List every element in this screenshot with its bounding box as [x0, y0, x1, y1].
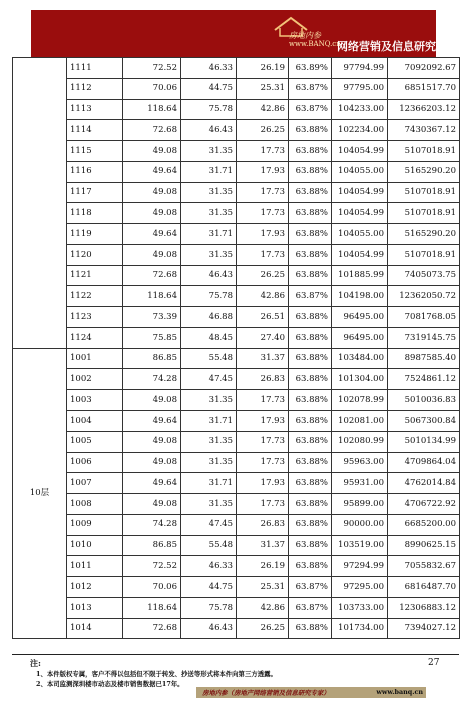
- total-price-cell: 6685200.00: [388, 514, 460, 535]
- area-cell: 118.64: [123, 286, 181, 307]
- shared-area-cell: 42.86: [237, 597, 289, 618]
- total-price-cell: 6816487.70: [388, 577, 460, 598]
- area-cell: 86.85: [123, 535, 181, 556]
- shared-area-cell: 17.93: [237, 161, 289, 182]
- inner-area-cell: 31.35: [181, 244, 237, 265]
- inner-area-cell: 55.48: [181, 535, 237, 556]
- ratio-cell: 63.88%: [289, 494, 332, 515]
- floor-cell: 10层: [13, 348, 67, 639]
- unit-price-cell: 101885.99: [332, 265, 388, 286]
- unit-price-cell: 104055.00: [332, 161, 388, 182]
- area-cell: 49.08: [123, 203, 181, 224]
- area-cell: 49.08: [123, 244, 181, 265]
- table-row: [13, 348, 460, 369]
- sales-table: [12, 57, 460, 639]
- room-number-cell: 1010: [67, 535, 123, 556]
- shared-area-cell: 26.25: [237, 120, 289, 141]
- inner-area-cell: 46.43: [181, 618, 237, 639]
- inner-area-cell: 48.45: [181, 327, 237, 348]
- unit-price-cell: 97795.00: [332, 78, 388, 99]
- area-cell: 73.39: [123, 307, 181, 328]
- floor-cell: [13, 58, 67, 349]
- inner-area-cell: 75.78: [181, 597, 237, 618]
- total-price-cell: 7055832.67: [388, 556, 460, 577]
- ratio-cell: 63.88%: [289, 120, 332, 141]
- room-number-cell: 1123: [67, 307, 123, 328]
- table-row: [13, 618, 460, 639]
- ratio-cell: 63.88%: [289, 224, 332, 245]
- ratio-cell: 63.88%: [289, 244, 332, 265]
- area-cell: 118.64: [123, 597, 181, 618]
- total-price-cell: 4706722.92: [388, 494, 460, 515]
- total-price-cell: 7081768.05: [388, 307, 460, 328]
- room-number-cell: 1006: [67, 452, 123, 473]
- shared-area-cell: 26.25: [237, 265, 289, 286]
- table-row: [13, 473, 460, 494]
- copyright-note: 1、本件版权专属，客户不得以包括但不限于转发、抄送等形式将本件向第三方透露。: [36, 670, 277, 678]
- unit-price-cell: 97794.99: [332, 58, 388, 79]
- room-number-cell: 1001: [67, 348, 123, 369]
- inner-area-cell: 46.43: [181, 120, 237, 141]
- table-row: [13, 161, 460, 182]
- inner-area-cell: 46.88: [181, 307, 237, 328]
- unit-price-cell: 95963.00: [332, 452, 388, 473]
- area-cell: 74.28: [123, 369, 181, 390]
- table-row: [13, 99, 460, 120]
- unit-price-cell: 104055.00: [332, 224, 388, 245]
- room-number-cell: 1113: [67, 99, 123, 120]
- area-cell: 72.52: [123, 556, 181, 577]
- ratio-cell: 63.89%: [289, 58, 332, 79]
- ratio-cell: 63.88%: [289, 514, 332, 535]
- table-row: [13, 556, 460, 577]
- shared-area-cell: 17.73: [237, 203, 289, 224]
- table-row: [13, 577, 460, 598]
- page-header: [31, 10, 458, 57]
- area-cell: 70.06: [123, 78, 181, 99]
- inner-area-cell: 46.33: [181, 58, 237, 79]
- shared-area-cell: 17.73: [237, 494, 289, 515]
- inner-area-cell: 47.45: [181, 369, 237, 390]
- unit-price-cell: 97295.00: [332, 577, 388, 598]
- unit-price-cell: 97294.99: [332, 556, 388, 577]
- inner-area-cell: 31.35: [181, 203, 237, 224]
- table-row: [13, 141, 460, 162]
- ratio-cell: 63.88%: [289, 473, 332, 494]
- table-row: [13, 286, 460, 307]
- total-price-cell: 7092092.67: [388, 58, 460, 79]
- ratio-cell: 63.88%: [289, 327, 332, 348]
- ratio-cell: 63.88%: [289, 618, 332, 639]
- logo-name: 房地内参: [289, 31, 321, 40]
- unit-price-cell: 104054.99: [332, 141, 388, 162]
- area-cell: 49.64: [123, 411, 181, 432]
- unit-price-cell: 101304.00: [332, 369, 388, 390]
- inner-area-cell: 47.45: [181, 514, 237, 535]
- ratio-cell: 63.88%: [289, 307, 332, 328]
- unit-price-cell: 104198.00: [332, 286, 388, 307]
- total-price-cell: 4762014.84: [388, 473, 460, 494]
- room-number-cell: 1122: [67, 286, 123, 307]
- ratio-cell: 63.88%: [289, 556, 332, 577]
- page-number: 27: [428, 658, 440, 668]
- area-cell: 86.85: [123, 348, 181, 369]
- monitoring-note: 2、本司监测深圳楼市动态及楼市销售数据已17年。: [36, 680, 184, 688]
- area-cell: 49.08: [123, 182, 181, 203]
- area-cell: 49.64: [123, 161, 181, 182]
- table-row: [13, 390, 460, 411]
- unit-price-cell: 104054.99: [332, 244, 388, 265]
- shared-area-cell: 17.93: [237, 224, 289, 245]
- ratio-cell: 63.88%: [289, 535, 332, 556]
- room-number-cell: 1007: [67, 473, 123, 494]
- shared-area-cell: 42.86: [237, 99, 289, 120]
- inner-area-cell: 44.75: [181, 577, 237, 598]
- shared-area-cell: 17.93: [237, 411, 289, 432]
- room-number-cell: 1124: [67, 327, 123, 348]
- unit-price-cell: 102080.99: [332, 431, 388, 452]
- shared-area-cell: 26.83: [237, 369, 289, 390]
- area-cell: 49.08: [123, 494, 181, 515]
- ratio-cell: 63.88%: [289, 141, 332, 162]
- table-row: [13, 411, 460, 432]
- ratio-cell: 63.88%: [289, 411, 332, 432]
- unit-price-cell: 103733.00: [332, 597, 388, 618]
- inner-area-cell: 55.48: [181, 348, 237, 369]
- shared-area-cell: 17.73: [237, 431, 289, 452]
- total-price-cell: 5165290.20: [388, 161, 460, 182]
- shared-area-cell: 31.37: [237, 535, 289, 556]
- inner-area-cell: 31.71: [181, 161, 237, 182]
- unit-price-cell: 103484.00: [332, 348, 388, 369]
- inner-area-cell: 46.33: [181, 556, 237, 577]
- room-number-cell: 1120: [67, 244, 123, 265]
- shared-area-cell: 31.37: [237, 348, 289, 369]
- table-row: [13, 224, 460, 245]
- shared-area-cell: 17.73: [237, 141, 289, 162]
- shared-area-cell: 17.73: [237, 390, 289, 411]
- total-price-cell: 5107018.91: [388, 182, 460, 203]
- room-number-cell: 1014: [67, 618, 123, 639]
- total-price-cell: 5010036.83: [388, 390, 460, 411]
- inner-area-cell: 31.35: [181, 390, 237, 411]
- total-price-cell: 12362050.72: [388, 286, 460, 307]
- inner-area-cell: 31.35: [181, 494, 237, 515]
- inner-area-cell: 75.78: [181, 286, 237, 307]
- area-cell: 118.64: [123, 99, 181, 120]
- room-number-cell: 1004: [67, 411, 123, 432]
- room-number-cell: 1009: [67, 514, 123, 535]
- table-row: [13, 597, 460, 618]
- unit-price-cell: 96495.00: [332, 307, 388, 328]
- inner-area-cell: 31.71: [181, 224, 237, 245]
- ratio-cell: 63.87%: [289, 78, 332, 99]
- area-cell: 49.08: [123, 141, 181, 162]
- room-number-cell: 1114: [67, 120, 123, 141]
- inner-area-cell: 31.71: [181, 411, 237, 432]
- ratio-cell: 63.88%: [289, 431, 332, 452]
- room-number-cell: 1117: [67, 182, 123, 203]
- total-price-cell: 4709864.04: [388, 452, 460, 473]
- ratio-cell: 63.87%: [289, 286, 332, 307]
- area-cell: 75.85: [123, 327, 181, 348]
- unit-price-cell: 102081.00: [332, 411, 388, 432]
- shared-area-cell: 26.51: [237, 307, 289, 328]
- ratio-cell: 63.87%: [289, 597, 332, 618]
- unit-price-cell: 103519.00: [332, 535, 388, 556]
- total-price-cell: 7430367.12: [388, 120, 460, 141]
- total-price-cell: 5107018.91: [388, 244, 460, 265]
- unit-price-cell: 104233.00: [332, 99, 388, 120]
- room-number-cell: 1118: [67, 203, 123, 224]
- ratio-cell: 63.88%: [289, 369, 332, 390]
- table-row: [13, 265, 460, 286]
- area-cell: 49.64: [123, 224, 181, 245]
- inner-area-cell: 75.78: [181, 99, 237, 120]
- room-number-cell: 1111: [67, 58, 123, 79]
- footer-brand: 房地内参（房地产网络营销及信息研究专家）: [202, 689, 330, 697]
- table-row: [13, 58, 460, 79]
- room-number-cell: 1112: [67, 78, 123, 99]
- total-price-cell: 7524861.12: [388, 369, 460, 390]
- total-price-cell: 12306883.12: [388, 597, 460, 618]
- ratio-cell: 63.88%: [289, 390, 332, 411]
- area-cell: 49.08: [123, 390, 181, 411]
- table-row: [13, 431, 460, 452]
- shared-area-cell: 25.31: [237, 78, 289, 99]
- area-cell: 72.68: [123, 265, 181, 286]
- area-cell: 74.28: [123, 514, 181, 535]
- shared-area-cell: 17.93: [237, 473, 289, 494]
- shared-area-cell: 17.73: [237, 182, 289, 203]
- ratio-cell: 63.88%: [289, 348, 332, 369]
- total-price-cell: 5010134.99: [388, 431, 460, 452]
- note-label: 注:: [30, 658, 41, 668]
- table-row: [13, 494, 460, 515]
- total-price-cell: 12366203.12: [388, 99, 460, 120]
- shared-area-cell: 26.25: [237, 618, 289, 639]
- table-row: [13, 535, 460, 556]
- unit-price-cell: 101734.00: [332, 618, 388, 639]
- ratio-cell: 63.88%: [289, 161, 332, 182]
- room-number-cell: 1005: [67, 431, 123, 452]
- ratio-cell: 63.88%: [289, 452, 332, 473]
- footer-bar: [196, 687, 426, 698]
- inner-area-cell: 46.43: [181, 265, 237, 286]
- inner-area-cell: 31.35: [181, 431, 237, 452]
- table-row: [13, 120, 460, 141]
- table-row: [13, 182, 460, 203]
- total-price-cell: 8987585.40: [388, 348, 460, 369]
- ratio-cell: 63.87%: [289, 577, 332, 598]
- shared-area-cell: 26.19: [237, 58, 289, 79]
- shared-area-cell: 17.73: [237, 452, 289, 473]
- table-row: [13, 327, 460, 348]
- total-price-cell: 5067300.84: [388, 411, 460, 432]
- unit-price-cell: 90000.00: [332, 514, 388, 535]
- unit-price-cell: 102234.00: [332, 120, 388, 141]
- total-price-cell: 7405073.75: [388, 265, 460, 286]
- table-row: [13, 307, 460, 328]
- ratio-cell: 63.88%: [289, 203, 332, 224]
- shared-area-cell: 25.31: [237, 577, 289, 598]
- ratio-cell: 63.87%: [289, 99, 332, 120]
- header-title: 网络营销及信息研究专家: [337, 40, 458, 53]
- area-cell: 72.68: [123, 618, 181, 639]
- total-price-cell: 7394027.12: [388, 618, 460, 639]
- inner-area-cell: 31.71: [181, 473, 237, 494]
- total-price-cell: 5107018.91: [388, 203, 460, 224]
- table-row: [13, 369, 460, 390]
- room-number-cell: 1115: [67, 141, 123, 162]
- table-row: [13, 203, 460, 224]
- inner-area-cell: 44.75: [181, 78, 237, 99]
- table-row: [13, 514, 460, 535]
- room-number-cell: 1116: [67, 161, 123, 182]
- shared-area-cell: 17.73: [237, 244, 289, 265]
- table-row: [13, 78, 460, 99]
- room-number-cell: 1013: [67, 597, 123, 618]
- inner-area-cell: 31.35: [181, 452, 237, 473]
- room-number-cell: 1002: [67, 369, 123, 390]
- area-cell: 49.08: [123, 452, 181, 473]
- area-cell: 49.08: [123, 431, 181, 452]
- inner-area-cell: 31.35: [181, 182, 237, 203]
- unit-price-cell: 96495.00: [332, 327, 388, 348]
- logo-url: www.BANQ.cn: [289, 40, 341, 48]
- footer-divider: [12, 654, 459, 655]
- unit-price-cell: 95899.00: [332, 494, 388, 515]
- shared-area-cell: 42.86: [237, 286, 289, 307]
- total-price-cell: 5107018.91: [388, 141, 460, 162]
- area-cell: 72.68: [123, 120, 181, 141]
- inner-area-cell: 31.35: [181, 141, 237, 162]
- room-number-cell: 1008: [67, 494, 123, 515]
- ratio-cell: 63.88%: [289, 182, 332, 203]
- total-price-cell: 7319145.75: [388, 327, 460, 348]
- total-price-cell: 6851517.70: [388, 78, 460, 99]
- area-cell: 70.06: [123, 577, 181, 598]
- table-row: [13, 452, 460, 473]
- total-price-cell: 8990625.15: [388, 535, 460, 556]
- area-cell: 49.64: [123, 473, 181, 494]
- room-number-cell: 1121: [67, 265, 123, 286]
- room-number-cell: 1011: [67, 556, 123, 577]
- table-row: [13, 244, 460, 265]
- shared-area-cell: 26.83: [237, 514, 289, 535]
- room-number-cell: 1003: [67, 390, 123, 411]
- shared-area-cell: 26.19: [237, 556, 289, 577]
- room-number-cell: 1119: [67, 224, 123, 245]
- ratio-cell: 63.88%: [289, 265, 332, 286]
- total-price-cell: 5165290.20: [388, 224, 460, 245]
- shared-area-cell: 27.40: [237, 327, 289, 348]
- area-cell: 72.52: [123, 58, 181, 79]
- room-number-cell: 1012: [67, 577, 123, 598]
- unit-price-cell: 104054.99: [332, 203, 388, 224]
- unit-price-cell: 95931.00: [332, 473, 388, 494]
- unit-price-cell: 104054.99: [332, 182, 388, 203]
- footer-url-link[interactable]: www.banq.cn: [376, 688, 423, 696]
- unit-price-cell: 102078.99: [332, 390, 388, 411]
